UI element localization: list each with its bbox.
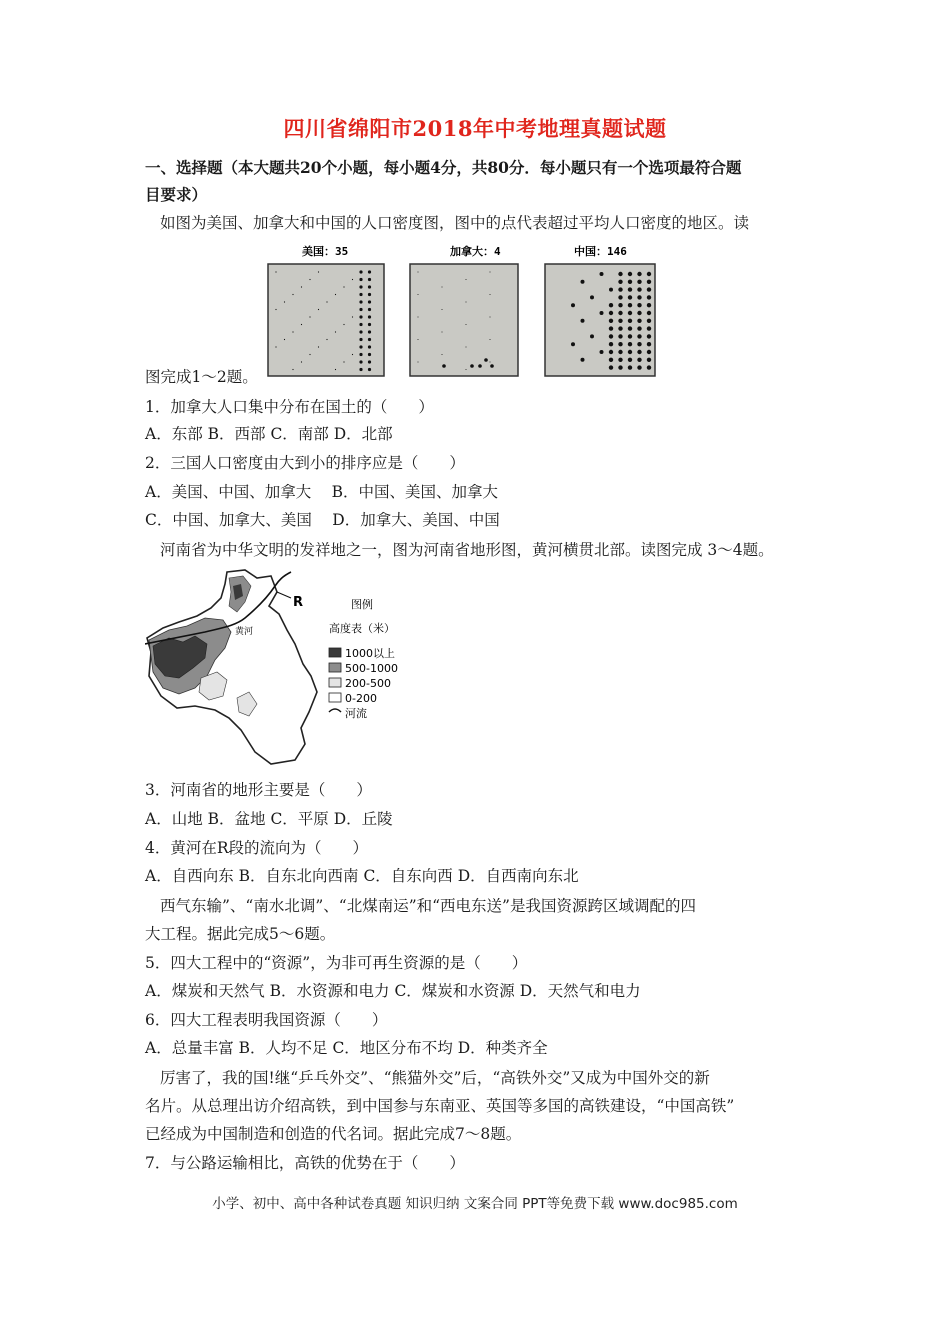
density-dot <box>466 369 467 370</box>
legend-label: 500-1000 <box>345 662 398 675</box>
henan-map-figure <box>145 568 435 768</box>
density-dot <box>368 315 371 318</box>
density-dot <box>637 326 641 330</box>
density-dot <box>368 300 371 303</box>
density-dot <box>418 294 419 295</box>
density-dot <box>647 342 651 346</box>
density-dot <box>301 361 302 362</box>
density-dot <box>609 319 613 323</box>
density-dot <box>581 319 585 323</box>
density-dot <box>318 309 319 310</box>
density-dot <box>442 364 446 368</box>
legend-title: 图例 <box>351 598 373 611</box>
rail-intro: 厉害了，我的国!继“乒乓外交”、“熊猫外交”后，“高铁外交”又成为中国外交的新 <box>160 1069 710 1087</box>
density-dot <box>442 332 443 333</box>
density-dot <box>470 364 474 368</box>
density-dot <box>618 280 622 284</box>
question-6-options: A．总量丰富 B．人均不足 C．地区分布不均 D．种类齐全 <box>145 1039 548 1057</box>
r-pointer <box>277 592 291 598</box>
density-dot <box>343 324 344 325</box>
density-dot <box>368 293 371 296</box>
density-dot <box>466 302 467 303</box>
density-dot <box>359 345 362 348</box>
density-dot <box>571 342 575 346</box>
legend-label: 1000以上 <box>345 647 395 660</box>
density-dot <box>335 369 336 370</box>
density-dot <box>581 280 585 284</box>
legend-label: 200-500 <box>345 677 391 690</box>
page-footer: 小学、初中、高中各种试卷真题 知识归纳 文案合同 PPT等免费下载 www.doc985.com <box>212 1196 738 1212</box>
density-dot <box>359 300 362 303</box>
density-dot <box>368 360 371 363</box>
density-dot <box>628 280 632 284</box>
density-dot <box>368 323 371 326</box>
section-heading: 一、选择题（本大题共20个小题，每小题4分，共80分．每小题只有一个选项最符合题 <box>145 158 742 177</box>
density-dot <box>343 286 344 287</box>
density-dot <box>628 326 632 330</box>
intro-paragraph-end: 图完成1～2题。 <box>145 368 258 386</box>
density-dot <box>628 358 632 362</box>
density-dot <box>618 287 622 291</box>
density-dot <box>571 303 575 307</box>
density-dot <box>352 354 353 355</box>
rail-intro-cont: 名片。从总理出访介绍高铁，到中国参与东南亚、英国等多国的高铁建设，“中国高铁” <box>145 1097 735 1115</box>
resource-intro-cont: 大工程。据此完成5～6题。 <box>145 925 336 943</box>
density-dot <box>637 334 641 338</box>
density-dot <box>490 339 491 340</box>
r-label: R <box>293 595 304 610</box>
henan-map <box>145 568 435 768</box>
density-dot <box>352 316 353 317</box>
density-dot <box>647 303 651 307</box>
density-dot <box>647 280 651 284</box>
density-dot <box>618 295 622 299</box>
density-dot <box>466 347 467 348</box>
river-label: 黄河 <box>235 627 254 637</box>
density-dot <box>284 339 285 340</box>
panel-canada <box>410 264 518 376</box>
density-dot <box>335 331 336 332</box>
panel-label-canada: 加拿大：4 <box>450 245 501 258</box>
density-dot <box>647 295 651 299</box>
density-dot <box>647 334 651 338</box>
question-3-options: A．山地 B．盆地 C．平原 D．丘陵 <box>145 810 393 828</box>
density-dot <box>309 316 310 317</box>
question-4-options: A．自西向东 B．自东北向西南 C．自东向西 D．自西南向东北 <box>145 867 579 885</box>
density-dot <box>647 319 651 323</box>
density-dot <box>647 350 651 354</box>
density-dot <box>647 358 651 362</box>
density-dot <box>609 342 613 346</box>
density-dot <box>490 364 494 368</box>
river-legend-symbol <box>329 709 341 712</box>
density-dot <box>637 303 641 307</box>
henan-intro: 河南省为中华文明的发祥地之一，图为河南省地形图，黄河横贯北部。读图完成 3～4题。 <box>160 541 774 559</box>
density-dot <box>490 272 491 273</box>
density-dot <box>292 369 293 370</box>
panel-usa <box>268 264 384 376</box>
question-3: 3．河南省的地形主要是（ ） <box>145 781 372 799</box>
density-dot <box>628 319 632 323</box>
density-dot <box>318 346 319 347</box>
question-1: 1．加拿大人口集中分布在国土的（ ） <box>145 398 434 416</box>
legend-subtitle: 高度表（米） <box>329 622 395 635</box>
density-dot <box>442 287 443 288</box>
density-dot <box>326 339 327 340</box>
density-dot <box>484 358 488 362</box>
density-dot <box>368 270 371 273</box>
density-dot <box>590 334 594 338</box>
density-dot <box>618 319 622 323</box>
density-dot <box>628 342 632 346</box>
density-dot <box>647 287 651 291</box>
legend-swatch <box>329 648 341 657</box>
density-dot <box>637 365 641 369</box>
density-dot <box>418 362 419 363</box>
rail-intro-end: 已经成为中国制造和创造的代名词。据此完成7～8题。 <box>145 1125 522 1143</box>
density-dot <box>618 311 622 315</box>
density-dot <box>618 358 622 362</box>
density-dot <box>618 350 622 354</box>
density-dot <box>609 311 613 315</box>
density-dot <box>628 334 632 338</box>
density-dot <box>418 317 419 318</box>
density-dot <box>275 271 276 272</box>
legend-items <box>329 646 398 705</box>
density-dot <box>301 286 302 287</box>
question-7: 7．与公路运输相比，高铁的优势在于（ ） <box>145 1154 465 1172</box>
density-dot <box>359 270 362 273</box>
river-legend-label: 河流 <box>345 707 367 720</box>
density-dot <box>637 280 641 284</box>
density-dot <box>368 285 371 288</box>
density-dot <box>618 272 622 276</box>
question-5-options: A．煤炭和天然气 B．水资源和电力 C．煤炭和水资源 D．天然气和电力 <box>145 982 641 1000</box>
density-dot <box>359 308 362 311</box>
density-dot <box>600 350 604 354</box>
question-4: 4．黄河在R段的流向为（ ） <box>145 839 369 857</box>
density-dot <box>368 278 371 281</box>
question-2: 2．三国人口密度由大到小的排序应是（ ） <box>145 454 465 472</box>
density-dot <box>628 272 632 276</box>
density-dot <box>600 272 604 276</box>
density-dot <box>301 324 302 325</box>
section-heading-cont: 目要求） <box>145 185 208 204</box>
density-dot <box>442 354 443 355</box>
density-dot <box>352 279 353 280</box>
density-dot <box>359 278 362 281</box>
density-dot <box>275 346 276 347</box>
density-dot <box>628 295 632 299</box>
density-dot <box>590 295 594 299</box>
density-dot <box>359 360 362 363</box>
density-dot <box>637 342 641 346</box>
density-dot <box>609 358 613 362</box>
density-dot <box>600 311 604 315</box>
density-dot <box>359 293 362 296</box>
density-dot <box>637 287 641 291</box>
legend-label: 0-200 <box>345 692 377 705</box>
question-6: 6．四大工程表明我国资源（ ） <box>145 1011 388 1029</box>
density-dot <box>637 295 641 299</box>
density-dot <box>359 330 362 333</box>
density-dot <box>284 301 285 302</box>
density-dot <box>609 350 613 354</box>
density-dot <box>609 365 613 369</box>
density-dot <box>609 326 613 330</box>
density-dot <box>359 315 362 318</box>
density-dot <box>490 317 491 318</box>
density-dot <box>368 368 371 371</box>
density-dot <box>359 368 362 371</box>
density-dot <box>292 294 293 295</box>
density-dot <box>368 308 371 311</box>
density-dot <box>637 319 641 323</box>
density-dot <box>466 324 467 325</box>
question-2-options-a: A．美国、中国、加拿大 B．中国、美国、加拿大 <box>145 483 499 501</box>
density-dot <box>618 365 622 369</box>
density-dot <box>359 353 362 356</box>
density-dot <box>466 279 467 280</box>
density-panels <box>262 240 662 380</box>
density-dot <box>326 301 327 302</box>
panel-label-china: 中国：146 <box>574 245 627 258</box>
density-dot <box>628 311 632 315</box>
density-dot <box>368 338 371 341</box>
density-dot <box>343 361 344 362</box>
density-dot <box>292 331 293 332</box>
question-2-options-b: C．中国、加拿大、美国 D．加拿大、美国、中国 <box>145 511 500 529</box>
density-dot <box>628 287 632 291</box>
density-dot <box>637 272 641 276</box>
density-dot <box>609 303 613 307</box>
density-dot <box>628 350 632 354</box>
density-dot <box>309 354 310 355</box>
density-dot <box>275 309 276 310</box>
density-figure <box>262 240 662 380</box>
density-dot <box>628 303 632 307</box>
density-dot <box>309 279 310 280</box>
density-dot <box>609 334 613 338</box>
panel-label-usa: 美国：35 <box>302 245 349 258</box>
intro-paragraph: 如图为美国、加拿大和中国的人口密度图，图中的点代表超过平均人口密度的地区。读 <box>160 214 750 232</box>
legend-swatch <box>329 663 341 672</box>
density-dot <box>335 294 336 295</box>
question-1-options: A．东部 B．西部 C．南部 D．北部 <box>145 425 393 443</box>
resource-intro: 西气东输”、“南水北调”、“北煤南运”和“西电东送”是我国资源跨区域调配的四 <box>160 897 696 915</box>
density-dot <box>359 285 362 288</box>
density-dot <box>628 365 632 369</box>
density-dot <box>418 272 419 273</box>
density-dot <box>368 345 371 348</box>
page-title: 四川省绵阳市2018年中考地理真题试题 <box>283 116 667 141</box>
density-dot <box>637 311 641 315</box>
density-dot <box>442 309 443 310</box>
density-dot <box>647 272 651 276</box>
density-dot <box>647 311 651 315</box>
density-dot <box>618 326 622 330</box>
legend-swatch <box>329 693 341 702</box>
density-dot <box>618 303 622 307</box>
density-dot <box>637 358 641 362</box>
question-5: 5．四大工程中的“资源”，为非可再生资源的是（ ） <box>145 954 528 972</box>
density-dot <box>647 365 651 369</box>
density-dot <box>647 326 651 330</box>
density-dot <box>637 350 641 354</box>
density-dot <box>490 294 491 295</box>
density-dot <box>478 364 482 368</box>
density-dot <box>618 334 622 338</box>
density-dot <box>618 342 622 346</box>
density-dot <box>418 339 419 340</box>
density-dot <box>318 271 319 272</box>
density-dot <box>359 323 362 326</box>
density-dot <box>581 358 585 362</box>
density-dot <box>359 338 362 341</box>
legend-swatch <box>329 678 341 687</box>
density-dot <box>368 330 371 333</box>
density-dot <box>490 362 491 363</box>
density-dot <box>368 353 371 356</box>
density-dot <box>609 288 613 292</box>
